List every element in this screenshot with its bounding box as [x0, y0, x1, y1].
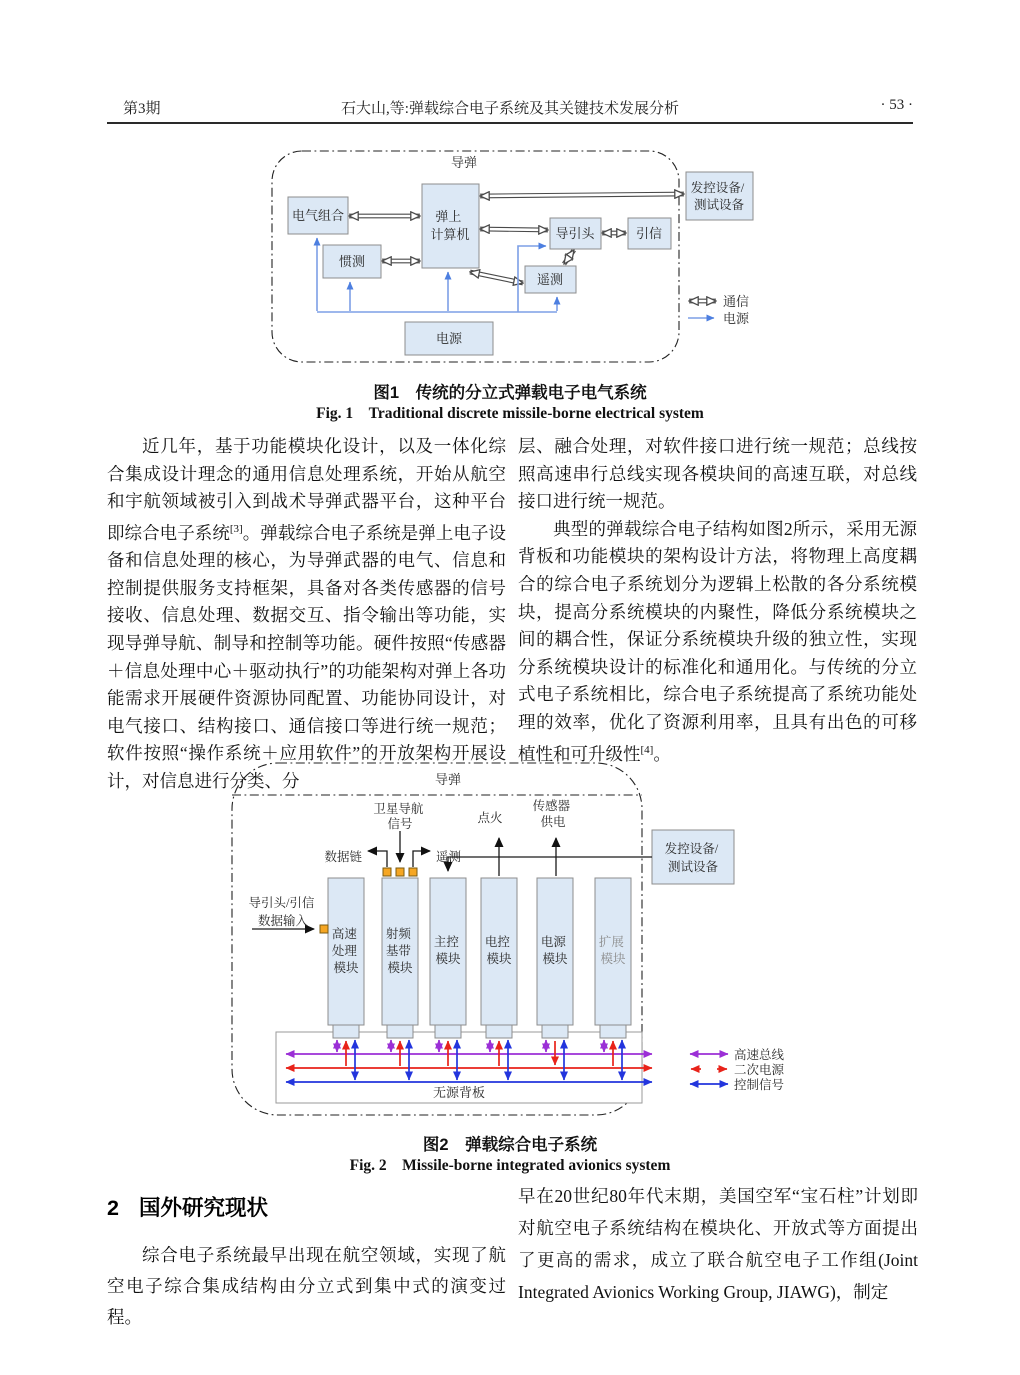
ignition-label: 点火	[477, 811, 503, 825]
legend-comm-label: 通信	[723, 294, 750, 309]
module-2-label: 射频 基带 模块	[385, 927, 413, 975]
citation-4: [4]	[640, 743, 654, 756]
paragraph: 近几年，基于功能模块化设计，以及一体化综合集成设计理念的通用信息处理系统，开始从航空和宇航领域被引入到战术导弹武器平台，这种平台即综合电子系统[3]。弹载综合电子系统是弹上电子设备和信息处理的核心，为导弹武器的电气、信息和控制提供服务支持框架，具备对各类传感器的信号接收、信息处理、数据交互、指令输出等功能，实现导弹导航、制导和控制等功能。硬件按照“传感器＋信息处理中心＋驱动执行”的功能架构对弹上各功能需求开展硬件资源协同配置、功能协同设计，对电气接口、结构接口、通信接口等进行统一规范；软件按照“操作系统＋应用软件”的开放架构开展设计，对信息进行分类、分	[107, 436, 507, 791]
section-title: 国外研究现状	[138, 1196, 268, 1220]
telemetry-label: 遥测	[536, 272, 564, 287]
page-number: · 53 ·	[880, 97, 913, 113]
fuze-label: 引信	[635, 226, 663, 241]
figure1-caption-cn: 图1 传统的分立式弹载电子电气系统	[373, 384, 647, 402]
datalink-label: 数据链	[324, 850, 362, 864]
paragraph: 层、融合处理，对软件接口进行统一规范；总线按照高速串行总线实现各模块间的高速互联，对总线接口进行统一规范。	[518, 436, 917, 512]
paragraph: 典型的弹载综合电子结构如图2所示，采用无源背板和功能模块的架构设计方法，将物理上高度耦合的综合电子系统划分为逻辑上松散的各分系统模块，提高分系统模块的内聚性，降低分系统模块之间的耦合性，保证分系统模块升级的独立性，实现分系统模块设计的标准化和通用化。与传统的分立式电子系统相比，综合电子系统提高了系统功能处理的效率，优化了资源利用率，且具有出色的可移植性和可升级性[4]。	[518, 518, 917, 764]
launch-equipment-box	[686, 172, 753, 220]
bottom-left-text	[107, 1240, 506, 1333]
legend-ctrl-label: 控制信号	[734, 1078, 785, 1092]
left-column-text	[107, 433, 506, 796]
figure1-legend	[688, 294, 750, 326]
figure2-caption-en: Fig. 2 Missile-borne integrated avionics system	[349, 1157, 671, 1174]
figure2-caption-cn: 图2 弹载综合电子系统	[422, 1136, 598, 1154]
onboard-computer-label: 弹上 计算机	[430, 209, 470, 242]
backplane-label: 无源背板	[432, 1085, 486, 1100]
power-label: 电源	[435, 331, 463, 346]
running-title: 石大山,等:弹载综合电子系统及其关键技术发展分析	[341, 101, 679, 117]
legend-power-label: 电源	[723, 311, 750, 326]
seeker-label: 导引头	[555, 226, 595, 241]
journal-issue: 第3期	[123, 101, 161, 117]
module-4-label: 电控 模块	[484, 935, 512, 966]
onboard-computer-box	[422, 184, 479, 268]
inertial-label: 惯测	[338, 254, 366, 269]
launch-equipment-label: 发控设备/ 测试设备	[690, 181, 745, 212]
figure2-legend	[690, 1047, 785, 1092]
citation-3: [3]	[229, 522, 243, 535]
module-1-label: 高速 处理 模块	[331, 927, 359, 975]
figure1-caption-en: Fig. 1 Traditional discrete missile-borne electrical system	[316, 405, 704, 422]
satnav-label: 卫星导航 信号	[373, 802, 424, 831]
elec-assembly-label: 电气组合	[291, 208, 345, 223]
telemetry-label: 遥测	[436, 850, 462, 864]
section-number: 2	[107, 1196, 119, 1220]
legend-bus-label: 高速总线	[734, 1048, 785, 1062]
launch-equipment-box	[652, 830, 734, 884]
seeker-input-label: 导引头/引信 数据输入	[248, 896, 315, 928]
launch-equipment-label: 发控设备/ 测试设备	[664, 842, 719, 874]
bottom-right-text	[518, 1180, 918, 1308]
module-5-label: 电源 模块	[540, 935, 568, 966]
missile-label: 导弹	[450, 155, 478, 170]
figure2-diagram	[232, 763, 785, 1115]
sensor-power-label: 传感器 供电	[532, 799, 571, 829]
figure1-diagram	[272, 151, 753, 362]
missile-label: 导弹	[434, 772, 462, 787]
module-3-label: 主控 模块	[433, 935, 461, 966]
section-heading	[107, 1191, 268, 1222]
legend-power-label: 二次电源	[734, 1063, 785, 1077]
paragraph: 综合电子系统最早出现在航空领域，实现了航空电子综合集成结构由分立式到集中式的演变过程。	[107, 1245, 506, 1327]
right-column-text	[518, 433, 917, 768]
paragraph: 早在20世纪80年代末期，美国空军“宝石柱”计划即对航空电子系统结构在模块化、开放式等方面提出了更高的需求，成立了联合航空电子工作组(Joint Integrated Avionics Working Group, JIAWG)，制定	[518, 1186, 918, 1302]
module-6-label: 扩展 模块	[598, 935, 626, 966]
